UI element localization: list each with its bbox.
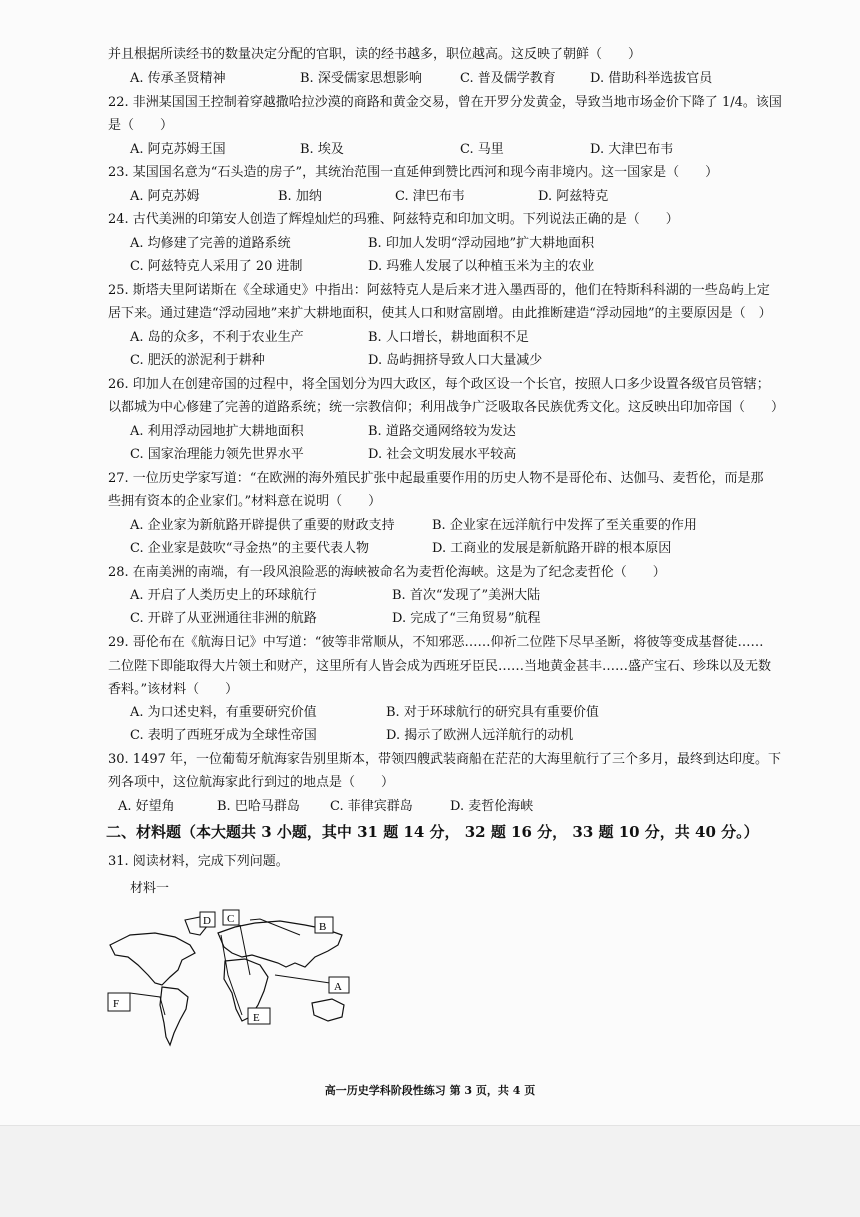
- q23-option-c: C. 津巴布韦: [395, 189, 465, 204]
- q28-stem: 28. 在南美洲的南端，有一段风浪险恶的海峡被命名为麦哲伦海峡。这是为了纪念麦哲伦（ ）: [108, 565, 666, 580]
- q29-option-d: D. 揭示了欧洲人远洋航行的动机: [386, 728, 574, 743]
- q25-option-c: C. 肥沃的淤泥利于耕种: [130, 353, 265, 368]
- map-label-e: E: [253, 1012, 260, 1024]
- q25-stem-line1: 25. 斯塔夫里阿诺斯在《全球通史》中指出：阿兹特克人是后来才进入墨西哥的，他们在特斯科科湖的一些岛屿上定: [108, 283, 770, 298]
- q31-material-label: 材料一: [130, 881, 170, 896]
- map-label-d: D: [203, 915, 211, 927]
- q23-option-a: A. 阿克苏姆: [130, 189, 200, 204]
- route-line-2: [240, 925, 250, 975]
- q24-option-b: B. 印加人发明“浮动园地”扩大耕地面积: [368, 236, 595, 251]
- q30-option-d: D. 麦哲伦海峡: [450, 799, 534, 814]
- south-america-shape: [160, 987, 188, 1045]
- q23-option-d: D. 阿兹特克: [538, 189, 609, 204]
- world-map-figure: [100, 905, 370, 1055]
- q25-stem-line2: 居下来。通过建造“浮动园地”来扩大耕地面积，使其人口和财富剧增。由此推断建造“浮动园地”的主要原因是（ ）: [108, 306, 772, 321]
- q29-stem-line2: 二位陛下即能取得大片领土和财产，这里所有人皆会成为西班牙臣民……当地黄金甚丰……盛产宝石、珍珠以及无数: [108, 659, 772, 674]
- map-label-c: C: [227, 913, 235, 925]
- q21-stem: 并且根据所读经书的数量决定分配的官职，读的经书越多，职位越高。这反映了朝鲜（ ）: [108, 47, 642, 62]
- q24-option-c: C. 阿兹特克人采用了 20 进制: [130, 259, 303, 274]
- q25-option-d: D. 岛屿拥挤导致人口大量减少: [368, 353, 543, 368]
- q22-stem-line1: 22. 非洲某国国王控制着穿越撒哈拉沙漠的商路和黄金交易，曾在开罗分发黄金，导致当地市场金价下降了 1/4。该国: [108, 95, 782, 110]
- q30-option-b: B. 巴哈马群岛: [217, 799, 300, 814]
- q27-option-d: D. 工商业的发展是新航路开辟的根本原因: [432, 541, 672, 556]
- q29-option-a: A. 为口述史料，有重要研究价值: [130, 705, 317, 720]
- q27-stem-line1: 27. 一位历史学家写道：“在欧洲的海外殖民扩张中起最重要作用的历史人物不是哥伦布、达伽马、麦哲伦，而是那: [108, 471, 764, 486]
- q27-stem-line2: 些拥有资本的企业家们。”材料意在说明（ ）: [108, 494, 382, 509]
- q21-option-b: B. 深受儒家思想影响: [300, 71, 422, 86]
- q30-stem-line2: 列各项中，这位航海家此行到过的地点是（ ）: [108, 775, 395, 790]
- q24-option-a: A. 均修建了完善的道路系统: [130, 236, 291, 251]
- q24-stem: 24. 古代美洲的印第安人创造了辉煌灿烂的玛雅、阿兹特克和印加文明。下列说法正确的是（ ）: [108, 212, 679, 227]
- page-footer: 高一历史学科阶段性练习 第 3 页，共 4 页: [324, 1084, 536, 1097]
- q23-option-b: B. 加纳: [278, 189, 322, 204]
- section-heading: 二、材料题（本大题共 3 小题，其中 31 题 14 分， 32 题 16 分， 33 题 10 分，共 40 分。）: [106, 823, 759, 841]
- q22-option-c: C. 马里: [460, 142, 504, 157]
- q30-option-c: C. 菲律宾群岛: [330, 799, 413, 814]
- q30-stem-line1: 30. 1497 年，一位葡萄牙航海家告别里斯本，带领四艘武装商船在茫茫的大海里航行了三个多月，最终到达印度。下: [108, 752, 782, 767]
- q29-stem-line1: 29. 哥伦布在《航海日记》中写道：“彼等非常顺从，不知邪恶……仰祈二位陛下尽早圣断，将彼等变成基督徒……: [108, 635, 764, 650]
- q22-option-a: A. 阿克苏姆王国: [130, 142, 226, 157]
- q26-option-c: C. 国家治理能力领先世界水平: [130, 447, 304, 462]
- australia-shape: [312, 999, 344, 1021]
- map-label-b: B: [319, 921, 327, 933]
- q26-option-b: B. 道路交通网络较为发达: [368, 424, 516, 439]
- q22-option-b: B. 埃及: [300, 142, 344, 157]
- q25-option-b: B. 人口增长，耕地面积不足: [368, 330, 529, 345]
- q21-option-a: A. 传承圣贤精神: [130, 71, 226, 86]
- q28-option-a: A. 开启了人类历史上的环球航行: [130, 588, 317, 603]
- q31-stem: 31. 阅读材料，完成下列问题。: [108, 854, 289, 869]
- map-label-a: A: [334, 981, 342, 993]
- route-line-5: [275, 975, 330, 983]
- q26-option-d: D. 社会文明发展水平较高: [368, 447, 517, 462]
- q29-stem-line3: 香料。”该材料（ ）: [108, 682, 239, 697]
- q27-option-b: B. 企业家在远洋航行中发挥了至关重要的作用: [432, 518, 697, 533]
- q27-option-a: A. 企业家为新航路开辟提供了重要的财政支持: [130, 518, 395, 533]
- north-america-shape: [110, 933, 195, 985]
- q21-option-d: D. 借助科举选拔官员: [590, 71, 713, 86]
- q29-option-c: C. 表明了西班牙成为全球性帝国: [130, 728, 317, 743]
- q28-option-b: B. 首次“发现了”美洲大陆: [392, 588, 541, 603]
- q22-stem-line2: 是（ ）: [108, 118, 174, 133]
- q26-option-a: A. 利用浮动园地扩大耕地面积: [130, 424, 304, 439]
- q28-option-d: D. 完成了“三角贸易”航程: [392, 611, 541, 626]
- q26-stem-line1: 26. 印加人在创建帝国的过程中，将全国划分为四大政区，每个政区设一个长官，按照人口多少设置各级官员管辖；: [108, 377, 770, 392]
- viewer-bottom-area: [0, 1125, 860, 1217]
- q22-option-d: D. 大津巴布韦: [590, 142, 674, 157]
- q30-option-a: A. 好望角: [118, 799, 175, 814]
- q21-option-c: C. 普及儒学教育: [460, 71, 556, 86]
- q28-option-c: C. 开辟了从亚洲通往非洲的航路: [130, 611, 317, 626]
- q26-stem-line2: 以都城为中心修建了完善的道路系统；统一宗教信仰；利用战争广泛吸取各民族优秀文化。这反映出印加帝国（ ）: [108, 400, 785, 415]
- q27-option-c: C. 企业家是鼓吹“寻金热”的主要代表人物: [130, 541, 370, 556]
- q23-stem: 23. 某国国名意为“石头造的房子”，其统治范围一直延伸到赞比西河和现今南非境内。这一国家是（ ）: [108, 165, 719, 180]
- q29-option-b: B. 对于环球航行的研究具有重要价值: [386, 705, 599, 720]
- map-label-f: F: [113, 998, 120, 1010]
- q24-option-d: D. 玛雅人发展了以种植玉米为主的农业: [368, 259, 595, 274]
- q25-option-a: A. 岛的众多，不利于农业生产: [130, 330, 304, 345]
